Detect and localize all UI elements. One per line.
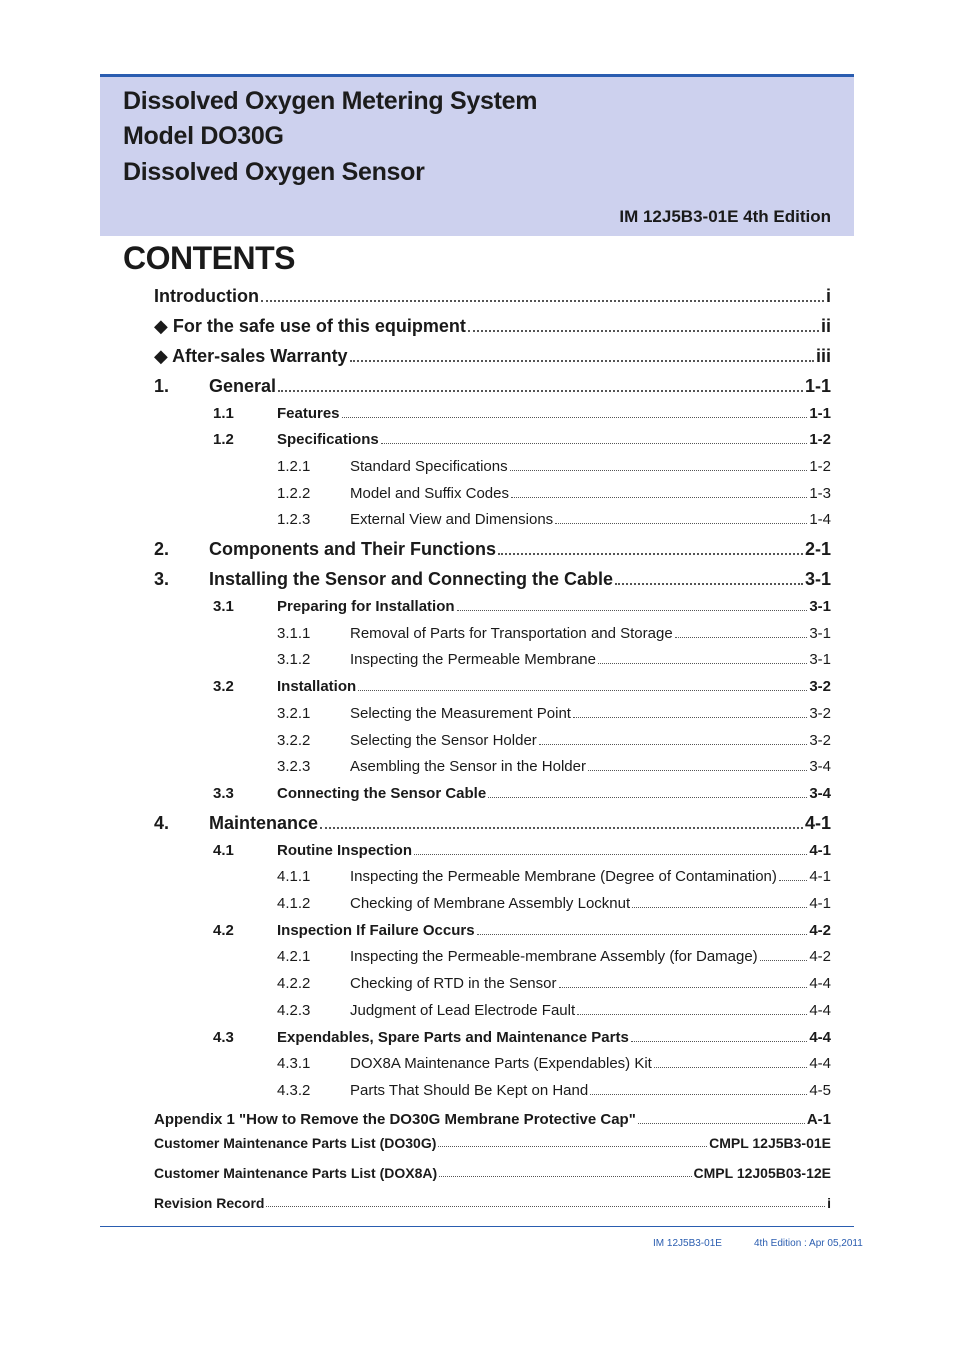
toc-entry[interactable] [154,539,831,560]
toc-leader-dots [468,330,819,332]
toc-leader-dots [488,797,807,798]
toc-entry-title: Specifications [277,431,379,448]
toc-entry-title: Introduction [154,286,259,306]
toc-leader-dots [573,717,807,718]
toc-entry-title: Selecting the Sensor Holder [350,732,537,749]
toc-entry[interactable] [277,511,831,528]
toc-leader-dots [342,417,808,418]
toc-leader-dots [590,1094,807,1095]
toc-entry[interactable] [277,705,831,722]
toc-entry-number: 1.2.1 [277,458,311,475]
toc-entry-title: Routine Inspection [277,842,412,859]
toc-entry-page: 3-4 [809,785,831,802]
toc-entry[interactable] [277,868,831,885]
toc-leader-dots [615,583,803,585]
toc-entry-page: 4-4 [809,1002,831,1019]
toc-entry-title: Model and Suffix Codes [350,485,509,502]
toc-entry-title: Components and Their Functions [209,539,496,559]
toc-entry-title: Asembling the Sensor in the Holder [350,758,586,775]
appendix-entry[interactable] [154,1165,831,1181]
appendix-entry[interactable] [154,1195,831,1211]
toc-entry-title: Features [277,405,340,422]
toc-leader-dots [539,744,808,745]
toc-leader-dots [588,770,807,771]
toc-entry[interactable] [277,458,831,475]
toc-leader-dots [477,934,808,935]
edition-label: IM 12J5B3-01E 4th Edition [619,207,831,226]
toc-entry[interactable] [213,598,831,615]
toc-entry-number: 3.2 [213,678,234,695]
appendix-entry-page: CMPL 12J5B3-01E [709,1135,831,1151]
appendix-entry[interactable] [154,1135,831,1151]
toc-entry-page: 3-1 [809,651,831,668]
toc-entry[interactable] [154,813,831,834]
toc-entry-title: Inspection If Failure Occurs [277,922,475,939]
toc-leader-dots [638,1123,805,1124]
toc-entry-number: 3.1.2 [277,651,311,668]
toc-entry-page: 1-4 [809,511,831,528]
toc-entry-page: 2-1 [804,539,831,559]
toc-entry-page: 3-2 [809,678,831,695]
toc-entry-title: Inspecting the Permeable Membrane [350,651,596,668]
toc-entry-number: 3.2.1 [277,705,311,722]
toc-leader-dots [555,523,807,524]
toc-entry-number: 1. [154,376,170,396]
toc-leader-dots [381,443,808,444]
toc-entry-title: Installation [277,678,357,695]
toc-entry-number: 4.2.2 [277,975,311,992]
toc-entry-number: 3.2.2 [277,732,311,749]
footer-doc-id: IM 12J5B3-01E [653,1238,722,1249]
toc-entry-page: 4-4 [809,1029,831,1046]
toc-leader-dots [438,1146,707,1147]
toc-entry-title: Removal of Parts for Transportation and Storage [350,625,673,642]
toc-leader-dots [350,360,814,362]
toc-entry-number: 4.3.1 [277,1055,311,1072]
toc-entry[interactable] [277,895,831,912]
toc-entry[interactable] [154,569,831,590]
toc-entry-number: 4.3 [213,1029,234,1046]
toc-entry[interactable] [154,316,831,337]
toc-entry-number: 3.2.3 [277,758,311,775]
toc-leader-dots [598,663,807,664]
toc-entry-page: 4-4 [809,975,831,992]
toc-entry-title: External View and Dimensions [350,511,554,528]
toc-entry-page: 1-1 [804,376,831,396]
toc-entry-page: 1-3 [809,485,831,502]
toc-entry[interactable] [213,1029,831,1046]
toc-leader-dots [577,1014,807,1015]
toc-entry[interactable] [213,431,831,448]
toc-entry-number: 4.1.2 [277,895,311,912]
title-line-3: Dissolved Oxygen Sensor [123,158,425,186]
toc-entry-title: DOX8A Maintenance Parts (Expendables) Kit [350,1055,652,1072]
toc-leader-dots [320,827,803,829]
toc-entry-page: 4-2 [809,922,831,939]
footer-divider [100,1226,854,1227]
toc-entry-page: i [825,286,831,306]
appendix-entry-page: i [827,1195,831,1211]
toc-entry-number: 2. [154,539,170,559]
toc-leader-dots [278,390,803,392]
toc-entry-number: 1.1 [213,405,234,422]
toc-entry-number: 3.1.1 [277,625,311,642]
toc-entry[interactable] [277,732,831,749]
toc-entry-title: Inspecting the Permeable-membrane Assembly (for Damage) [350,948,758,965]
toc-entry-title: Checking of RTD in the Sensor [350,975,557,992]
title-line-2: Model DO30G [123,122,284,150]
toc-entry-title: ◆ After-sales Warranty [154,346,348,366]
toc-entry-page: 3-2 [809,732,831,749]
toc-entry[interactable] [277,1002,831,1019]
toc-leader-dots [632,907,807,908]
contents-heading: CONTENTS [123,240,295,276]
toc-entry-title: Expendables, Spare Parts and Maintenance Parts [277,1029,629,1046]
toc-entry[interactable] [213,405,831,422]
toc-entry-page: 4-1 [809,895,831,912]
toc-entry-title: Judgment of Lead Electrode Fault [350,1002,576,1019]
toc-entry-number: 4.2.3 [277,1002,311,1019]
toc-leader-dots [559,987,808,988]
toc-entry-page: 3-1 [809,598,831,615]
toc-entry[interactable] [277,485,831,502]
toc-entry-number: 3.1 [213,598,234,615]
toc-entry-title: General [209,376,277,396]
toc-entry-title: Preparing for Installation [277,598,455,615]
toc-entry-page: 3-1 [804,569,831,589]
toc-entry-page: 4-2 [809,948,831,965]
toc-leader-dots [498,553,803,555]
toc-leader-dots [261,300,824,302]
footer-edition-date: 4th Edition : Apr 05,2011 [754,1238,863,1249]
appendix-entry-page: A-1 [806,1111,831,1128]
toc-entry-page: 4-1 [804,813,831,833]
toc-entry-title: Connecting the Sensor Cable [277,785,487,802]
toc-leader-dots [779,880,807,881]
toc-leader-dots [510,470,808,471]
toc-entry-page: 1-2 [809,431,831,448]
title-line-1: Dissolved Oxygen Metering System [123,87,538,115]
toc-leader-dots [457,610,808,611]
toc-entry[interactable] [154,346,831,367]
toc-entry[interactable] [154,376,831,397]
toc-entry-number: 3.3 [213,785,234,802]
appendix-entry-title: Customer Maintenance Parts List (DO30G) [154,1135,437,1151]
toc-entry-page: iii [815,346,831,366]
toc-entry-title: Standard Specifications [350,458,508,475]
toc-entry-title: Checking of Membrane Assembly Locknut [350,895,631,912]
toc-entry-number: 1.2 [213,431,234,448]
toc-leader-dots [631,1041,808,1042]
toc-entry[interactable] [154,286,831,307]
toc-leader-dots [675,637,808,638]
toc-entry[interactable] [213,678,831,695]
toc-entry[interactable] [213,922,831,939]
toc-leader-dots [358,690,807,691]
toc-entry-page: 3-4 [809,758,831,775]
toc-entry[interactable] [277,651,831,668]
appendix-entry-title: Revision Record [154,1195,265,1211]
document-header [100,74,854,236]
toc-entry-page: 4-1 [809,842,831,859]
toc-entry-number: 4.1.1 [277,868,311,885]
toc-entry-title: Parts That Should Be Kept on Hand [350,1082,589,1099]
toc-entry-title: ◆ For the safe use of this equipment [154,316,466,336]
toc-entry[interactable] [213,785,831,802]
toc-leader-dots [654,1067,807,1068]
toc-entry[interactable] [277,975,831,992]
toc-entry[interactable] [277,948,831,965]
toc-entry-number: 4.2 [213,922,234,939]
toc-entry[interactable] [277,758,831,775]
toc-entry-number: 3. [154,569,170,589]
toc-entry-number: 1.2.2 [277,485,311,502]
appendix-entry-title: Customer Maintenance Parts List (DOX8A) [154,1165,438,1181]
toc-entry-page: 3-1 [809,625,831,642]
toc-entry-page: 1-2 [809,458,831,475]
toc-entry-title: Selecting the Measurement Point [350,705,571,722]
toc-entry-number: 4.2.1 [277,948,311,965]
toc-entry-page: ii [820,316,831,336]
appendix-entry-page: CMPL 12J05B03-12E [693,1165,831,1181]
toc-entry-number: 4. [154,813,170,833]
toc-entry[interactable] [277,625,831,642]
toc-leader-dots [511,497,807,498]
toc-entry-title: Maintenance [209,813,319,833]
appendix-entry-title: Appendix 1 "How to Remove the DO30G Membrane Protective Cap" [154,1111,636,1128]
toc-leader-dots [439,1176,691,1177]
toc-entry-page: 3-2 [809,705,831,722]
appendix-entry[interactable] [154,1111,831,1128]
toc-leader-dots [760,960,808,961]
toc-entry[interactable] [213,842,831,859]
toc-leader-dots [414,854,807,855]
toc-entry-number: 4.3.2 [277,1082,311,1099]
toc-entry-page: 4-4 [809,1055,831,1072]
toc-leader-dots [266,1206,825,1207]
toc-entry-number: 1.2.3 [277,511,311,528]
toc-entry-title: Installing the Sensor and Connecting the Cable [209,569,614,589]
toc-entry-number: 4.1 [213,842,234,859]
toc-entry[interactable] [277,1082,831,1099]
toc-entry-page: 1-1 [809,405,831,422]
toc-entry-page: 4-5 [809,1082,831,1099]
toc-entry[interactable] [277,1055,831,1072]
toc-entry-page: 4-1 [809,868,831,885]
toc-entry-title: Inspecting the Permeable Membrane (Degree of Contamination) [350,868,777,885]
